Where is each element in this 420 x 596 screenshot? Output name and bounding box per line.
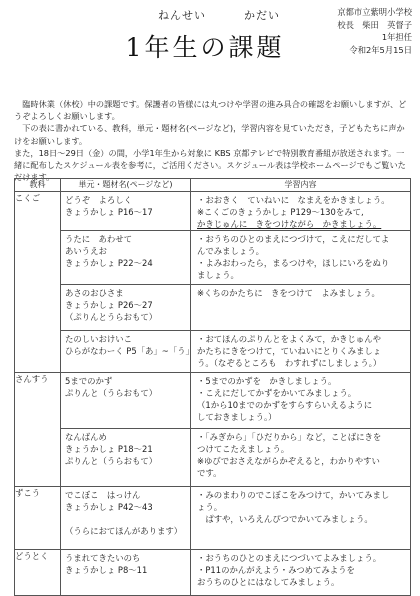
unit-line: きょうかしょ P26〜27 (65, 300, 153, 310)
content-line: んでみましょう。 (197, 246, 264, 256)
unit-spacer (65, 513, 186, 525)
unit-kokugo-1 (61, 192, 190, 231)
unit-cell-sansu (61, 373, 191, 487)
unit-line: きょうかしょ P18〜21 (65, 444, 153, 454)
unit-line: ひらがなわーく P5「あ」~「う」 (65, 346, 194, 356)
content-line: おうちのひとにはなしてみましょう。 (197, 577, 340, 587)
title-ruby-nensei: ねんせい (158, 9, 206, 22)
content-sansu-2 (191, 429, 410, 486)
content-line: ※くちのかたちに きをつけて よみましょう。 (197, 288, 380, 298)
content-line: ・おうちのひとのまえにつづけて，こえにだしてよ (197, 234, 390, 244)
unit-dotoku-1 (61, 550, 190, 595)
content-line: ・おおきく ていねいに なまえをかきましょう。 (197, 195, 390, 205)
content-line: ※ゆびでおさえながらかぞえると，わかりやすい (197, 456, 380, 466)
intro-text (14, 98, 412, 183)
title-ruby-kadai: かだい (244, 9, 280, 22)
unit-kokugo-4 (61, 331, 194, 372)
school-date: 令和2年5月15日 (349, 44, 412, 55)
content-cell-dotoku (191, 550, 411, 596)
table-row-zuko (15, 487, 411, 550)
unit-line: どうぞ よろしく (65, 195, 132, 205)
unit-sansu-1 (61, 373, 190, 429)
content-line: ・P11のかんがえよう・みつめてみようを (197, 565, 355, 575)
content-line: ※こくごのきょうかしょ P129〜130をみて, (197, 207, 364, 217)
content-kokugo-1 (191, 192, 410, 231)
content-line: かたちにきをつけて，ていねいにとりくみましょ (197, 346, 382, 356)
content-dotoku-1 (191, 550, 410, 595)
unit-line: ぷりんと（うらおもて） (65, 388, 158, 398)
unit-line: きょうかしょ P16〜17 (65, 207, 153, 217)
content-line: ょう。 (197, 502, 223, 512)
content-line: う。（なぞるところも わすれずにしましょう。） (197, 358, 382, 368)
intro-paragraph-1: 臨時休業（休校）中の課題です。保護者の皆様には丸つけや学習の進み具合の確認をお願いしますが、どうぞよろしくお願いします。 (14, 99, 407, 122)
content-cell-kokugo (191, 192, 411, 373)
unit-line: きょうかしょ P8〜11 (65, 565, 148, 575)
school-name: 京都市立紫明小学校 (337, 7, 412, 17)
table-row-dotoku (15, 550, 411, 596)
table-row-kokugo (15, 192, 411, 373)
unit-line: ぷりんと（うらおもて） (65, 456, 158, 466)
content-line: ・おてほんのぷりんとをよくみて，かきじゅんや (197, 334, 381, 344)
content-line: （1から10までのかずをすらすらいえるように (197, 400, 373, 410)
content-kokugo-3 (191, 285, 410, 331)
header-content: 学習内容 (191, 179, 411, 192)
school-info (300, 6, 412, 56)
content-cell-zuko (191, 487, 411, 550)
intro-paragraph-3: また，18日〜29日（金）の間，小学1年生から対象に KBS 京都テレビで特別教育番組が放送されます。一緒に配布したスケジュール表を参考に，ご活用ください。スケジュール表は学校ホームページでもご覧いただけます。 (14, 147, 406, 183)
unit-line: きょうかしょ P22〜24 (65, 258, 153, 268)
header-subject: 教科 (15, 179, 61, 192)
content-line: ・おうちのひとのまえにつづいてよみましょう。 (197, 553, 382, 563)
content-line: ・こえにだしてかずをかいてみましょう。 (197, 388, 357, 398)
unit-line: たのしいおけいこ (65, 334, 132, 344)
unit-cell-dotoku (61, 550, 191, 596)
subject-zuko: ずこう (15, 487, 61, 550)
content-line: ・「みぎから」「ひだりから」など，ことばにきを (197, 432, 382, 442)
page-title: 1年生の課題 (125, 33, 285, 62)
unit-note: （うらにおてほんがあります） (65, 526, 183, 536)
content-line: かきじゅんに きをつけながら かきましょう。 (197, 219, 382, 229)
content-kokugo-2 (191, 231, 410, 285)
content-line: つけてこたえましょう。 (197, 444, 290, 454)
unit-line: きょうかしょ P42〜43 (65, 502, 153, 512)
subject-sansu: さんすう (15, 373, 61, 487)
subject-dotoku: どうとく (15, 550, 61, 596)
unit-line: うたに あわせて (65, 234, 132, 244)
content-line: ・みのまわりのでこぼこをみつけて，かいてみまし (197, 490, 390, 500)
assignment-table (14, 178, 411, 596)
table-header-row (15, 179, 411, 192)
content-line: ぱすや，いろえんぴつでかいてみましょう。 (197, 514, 373, 524)
table-row-sansu (15, 373, 411, 487)
unit-sansu-2 (61, 429, 190, 486)
unit-line: なんばんめ (65, 432, 107, 442)
content-line: ・5までのかずを かきしましょう。 (197, 376, 337, 386)
school-class-teacher: 1年担任 (381, 32, 412, 42)
intro-paragraph-2: 下の表に書かれている、教科，単元・題材名(ページなど)，学習内容を見ていただき，子どもたちに声かけをお願いします。 (14, 123, 405, 146)
content-line: ・よみおわったら，まるつけや，ほしにいろをぬり (197, 258, 390, 268)
school-principal: 校長 柴田 英督子 (337, 19, 412, 30)
content-cell-sansu (191, 373, 411, 487)
unit-line: （ぷりんとうらおもて） (65, 312, 158, 322)
content-line: ましょう。 (197, 270, 239, 280)
unit-line: でこぼこ はっけん (65, 490, 141, 500)
content-line: です。 (197, 468, 222, 478)
content-kokugo-4 (191, 331, 410, 372)
subject-kokugo: こくご (15, 192, 61, 373)
unit-kokugo-2 (61, 231, 190, 285)
unit-line: うまれてきたいのち (65, 553, 141, 563)
unit-kokugo-3 (61, 285, 190, 331)
unit-line: 5までのかず (65, 376, 113, 386)
unit-cell-zuko (61, 487, 191, 550)
unit-cell-kokugo (61, 192, 194, 373)
content-line: しておきましょう。） (197, 412, 277, 422)
unit-line: あさのおひさま (65, 288, 124, 298)
unit-line: あいうえお (65, 246, 107, 256)
content-zuko-1 (191, 487, 410, 549)
unit-zuko-1 (61, 487, 190, 549)
content-sansu-1 (191, 373, 410, 429)
header-unit: 単元・題材名(ページなど) (61, 179, 191, 192)
